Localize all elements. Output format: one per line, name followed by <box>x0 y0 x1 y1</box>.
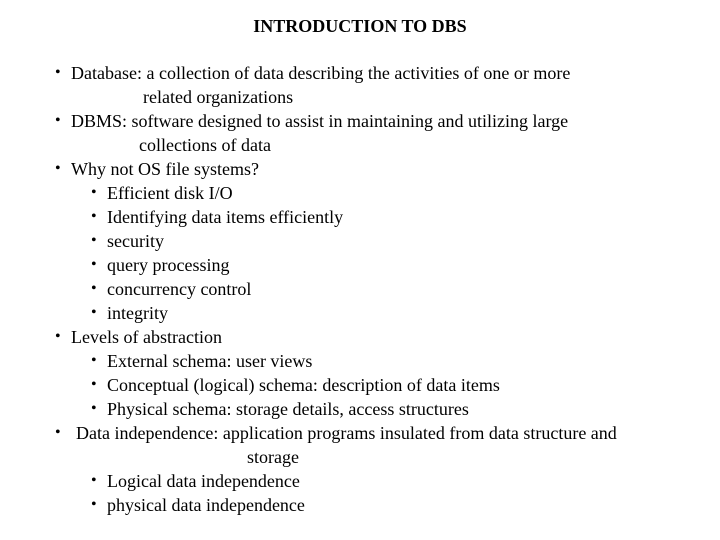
sub-bullet-text: integrity <box>107 303 168 323</box>
sub-bullet-text: Identifying data items efficiently <box>107 207 344 227</box>
bullet-continuation-data-independence: storage <box>247 447 299 467</box>
bullet-text-levels: Levels of abstraction <box>71 327 222 347</box>
sub-bullet-text: External schema: user views <box>107 351 313 371</box>
sub-bullet-dot: • <box>91 280 97 297</box>
bullet-dot: • <box>55 328 61 345</box>
bullet-continuation-dbms: collections of data <box>139 135 271 155</box>
bullet-text-dbms: DBMS: software designed to assist in maintaining and utilizing large <box>71 111 569 131</box>
bullet-text-data-independence: Data independence: application programs insulated from data structure and <box>76 423 617 443</box>
sub-bullet-dot: • <box>91 208 97 225</box>
bullet-dot: • <box>55 64 61 81</box>
sub-bullet-text: Efficient disk I/O <box>107 183 233 203</box>
sub-bullet-dot: • <box>91 496 97 513</box>
sub-bullet-text: Logical data independence <box>107 471 300 491</box>
bullet-dot: • <box>55 424 61 441</box>
sub-bullet-dot: • <box>91 400 97 417</box>
sub-bullet-dot: • <box>91 256 97 273</box>
bullet-dot: • <box>55 112 61 129</box>
sub-bullet-dot: • <box>91 184 97 201</box>
sub-bullet-text: Physical schema: storage details, access structures <box>107 399 469 419</box>
sub-bullet-text: physical data independence <box>107 495 305 515</box>
sub-bullet-dot: • <box>91 376 97 393</box>
bullet-text-why-not-os: Why not OS file systems? <box>71 159 259 179</box>
bullet-dot: • <box>55 160 61 177</box>
bullet-text-database: Database: a collection of data describing the activities of one or more <box>71 63 571 83</box>
sub-bullet-text: concurrency control <box>107 279 252 299</box>
slide-title <box>0 14 720 38</box>
sub-bullet-text: query processing <box>107 255 230 275</box>
sub-bullet-dot: • <box>91 304 97 321</box>
sub-bullet-dot: • <box>91 352 97 369</box>
sub-bullet-dot: • <box>91 472 97 489</box>
slide-title-text: INTRODUCTION TO DBS <box>253 16 467 36</box>
bullet-continuation-database: related organizations <box>143 87 294 107</box>
sub-bullet-dot: • <box>91 232 97 249</box>
sub-bullet-text: Conceptual (logical) schema: description of data items <box>107 375 500 395</box>
sub-bullet-text: security <box>107 231 164 251</box>
